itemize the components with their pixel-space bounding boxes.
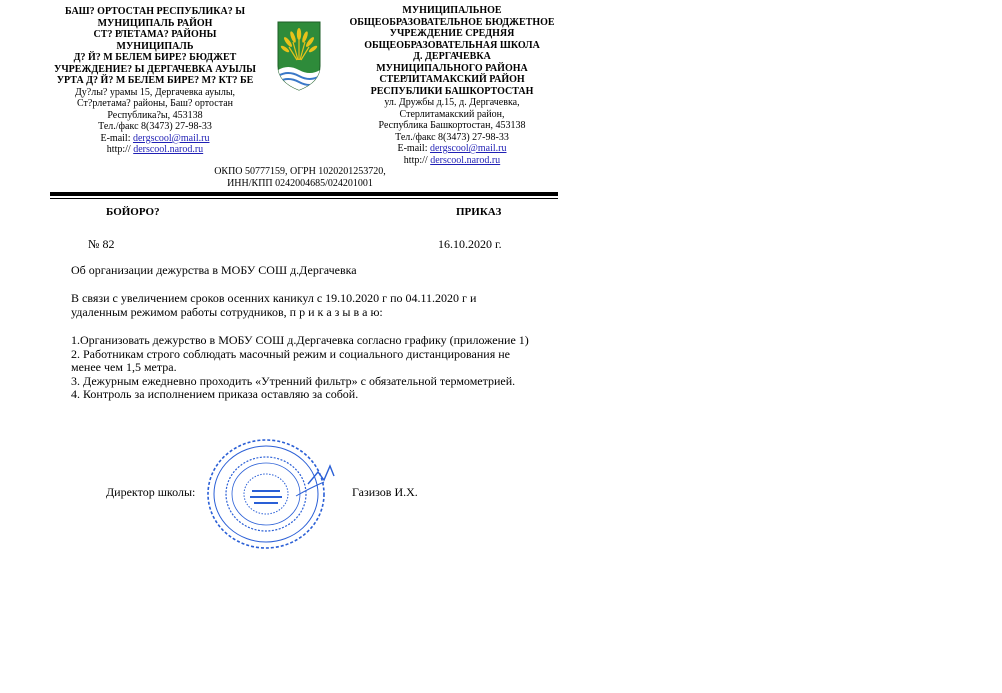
header-right-phone: Тел./факс 8(3473) 27-98-33 (395, 131, 509, 143)
registration-okpo-ogrn: ОКПО 50777159, ОГРН 1020201253720, (214, 166, 386, 177)
header-divider-thin (50, 198, 558, 199)
header-right-line: ОБЩЕОБРАЗОВАТЕЛЬНОЕ БЮДЖЕТНОЕ (349, 16, 555, 28)
official-stamp (200, 436, 350, 550)
header-left-address: Ду?лы? урамы 15, Дергачевка ауылы, (74, 86, 236, 98)
header-left-phone: Тел./факс 8(3473) 27-98-33 (98, 121, 212, 132)
header-right-line: Д. ДЕРГАЧЕВКА (413, 51, 491, 62)
order-item: 4. Контроль за исполнением приказа оставляю за собой. (71, 387, 359, 401)
order-preamble: В связи с увеличением сроков осенних каникул с 19.10.2020 г по 04.11.2020 г и удаленным режимом работы сотрудников, п р и к а з ы в а ю: (71, 291, 477, 319)
email-label: E-mail: (397, 143, 430, 154)
header-left-address: Республика?ы, 453138 (107, 109, 203, 121)
order-item: 3. Дежурным ежедневно проходить «Утренний фильтр» с обязательной термометрией. (71, 373, 516, 388)
header-right (332, 5, 572, 166)
coat-of-arms-emblem (276, 20, 322, 92)
registration-info (180, 166, 420, 190)
doc-title-bashkir: БОЙОРО? (106, 206, 160, 218)
header-right-line: СТЕРЛИТАМАКСКИЙ РАЙОН (379, 74, 525, 85)
header-right-line: ОБЩЕОБРАЗОВАТЕЛЬНАЯ ШКОЛА (364, 39, 540, 51)
header-left-address: Ст?рлетама? районы, Баш? ортостан (77, 98, 233, 109)
registration-inn-kpp: ИНН/КПП 0242004685/024201001 (227, 178, 373, 189)
http-label: http:// (106, 144, 134, 155)
email-label: E-mail: (100, 132, 133, 144)
header-left-line: УРТА Д? Й? М БЕЛЕМ БИРЕ? М? КТ? БЕ (56, 75, 254, 86)
header-left-line: БАШ? ОРТОСТАН РЕСПУБЛИКА? Ы (64, 6, 246, 17)
header-right-address: ул. Дружбы д.15, д. Дергачевка, (384, 97, 520, 108)
doc-title-russian: ПРИКАЗ (456, 206, 502, 218)
header-right-line: МУНИЦИПАЛЬНОГО РАЙОНА (376, 62, 528, 74)
header-left-line: МУНИЦИПАЛЬ РАЙОН (97, 17, 213, 29)
order-date: 16.10.2020 г. (438, 237, 502, 251)
header-left-line: МУНИЦИПАЛЬ (116, 40, 194, 52)
header-left-line: Д? Й? М БЕЛЕМ БИРЕ? БЮДЖЕТ (73, 52, 237, 63)
signatory-label: Директор школы: (106, 485, 196, 499)
header-right-email-row (332, 143, 572, 155)
header-divider-thick (50, 192, 558, 196)
signatory-name: Газизов И.Х. (352, 485, 418, 499)
order-item: 1.Организовать дежурство в МОБУ СОШ д.Дергачевка согласно графику (приложение 1) (71, 333, 529, 347)
header-right-line: УЧРЕЖДЕНИЕ СРЕДНЯЯ (389, 28, 515, 39)
email-link[interactable]: dergscool@mail.ru (429, 143, 507, 154)
header-left-line: УЧРЕЖДЕНИЕ? Ы ДЕРГАЧЕВКА АУЫЛЫ (54, 63, 256, 75)
email-link[interactable]: dergscool@mail.ru (132, 132, 210, 144)
order-number: № 82 (88, 237, 115, 251)
site-link[interactable]: derscool.narod.ru (430, 154, 501, 166)
header-right-address: Республика Башкортостан, 453138 (378, 120, 526, 131)
header-right-address: Стерлитамакский район, (399, 108, 505, 120)
order-item: 2. Работникам строго соблюдать масочный режим и социального дистанцирования не менее чем 1,5 метра. (71, 346, 510, 374)
header-left-site-row (40, 144, 270, 156)
http-label: http:// (403, 154, 431, 166)
header-left-line: СТ? РЛЕТАМА? РАЙОНЫ (93, 29, 217, 40)
header-right-site-row (332, 155, 572, 167)
header-left (40, 6, 270, 156)
order-items (71, 334, 531, 402)
header-left-email-row (40, 133, 270, 145)
header-right-line: РЕСПУБЛИКИ БАШКОРТОСТАН (370, 85, 534, 97)
site-link[interactable]: derscool.narod.ru (133, 144, 204, 155)
header-right-line: МУНИЦИПАЛЬНОЕ (402, 5, 502, 16)
order-subject: Об организации дежурства в МОБУ СОШ д.Дергачевка (71, 263, 357, 277)
